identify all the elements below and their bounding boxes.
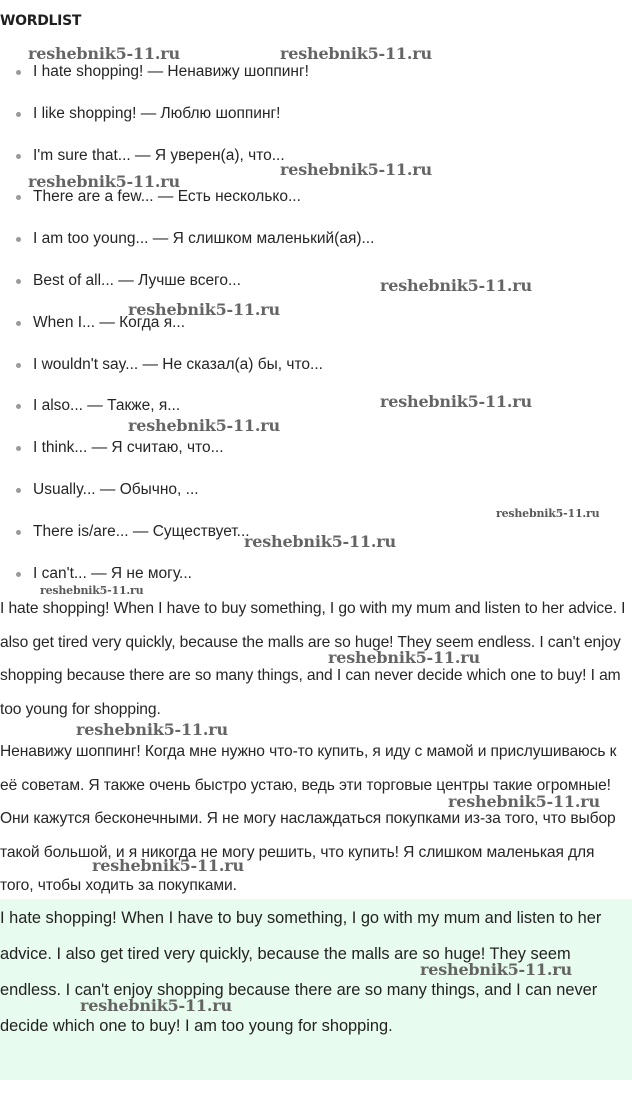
watermark: reshebnik5-11.ru [380,276,532,295]
wordlist-item [0,346,632,388]
bullet-icon [16,488,21,493]
watermark: reshebnik5-11.ru [496,507,600,520]
wordlist-item-text: Best of all... — Лучше всего... [33,271,241,289]
watermark: reshebnik5-11.ru [244,532,396,551]
wordlist-item [0,137,632,179]
bullet-icon [16,70,21,75]
bullet-icon [16,237,21,242]
russian-paragraph: Ненавижу шоппинг! Когда мне нужно что-то купить, я иду с мамой и прислушиваюсь к её советам. Я также очень быстро устаю, ведь эти торговые центры такие огромные! Они кажутся бесконечными. Я не могу наслаждаться покупками из-за того, что выбор такой большой, и я никогда не могу решить, что купить! Я слишком маленькая для того, чтобы ходить за покупками. [0,743,617,894]
wordlist-item-text: I like shopping! — Люблю шоппинг! [33,104,281,122]
wordlist [0,53,632,596]
bullet-icon [16,321,21,326]
wordlist-heading: WORDLIST [0,13,82,29]
watermark: reshebnik5-11.ru [280,160,432,179]
watermark: reshebnik5-11.ru [380,392,532,411]
watermark: reshebnik5-11.ru [128,416,280,435]
watermark: reshebnik5-11.ru [420,960,572,979]
wordlist-item-text: There are a few... — Есть несколько... [33,188,301,206]
wordlist-item [0,220,632,262]
watermark: reshebnik5-11.ru [448,792,600,811]
wordlist-item-text: I can't... — Я не могу... [33,564,192,582]
bullet-icon [16,195,21,200]
watermark: reshebnik5-11.ru [40,584,144,597]
wordlist-item-text: I'm sure that... — Я уверен(а), что... [33,146,285,164]
bullet-icon [16,154,21,159]
watermark: reshebnik5-11.ru [76,720,228,739]
watermark: reshebnik5-11.ru [128,300,280,319]
wordlist-item [0,555,632,597]
wordlist-item [0,304,632,346]
wordlist-item-text: I am too young... — Я слишком маленький(ая)... [33,230,375,248]
watermark: reshebnik5-11.ru [328,648,480,667]
wordlist-item-text: Usually... — Обычно, ... [33,480,199,498]
answer-box [0,899,632,1080]
watermark: reshebnik5-11.ru [28,44,180,63]
english-paragraph: I hate shopping! When I have to buy something, I go with my mum and listen to her advice. I also get tired very quickly, because the malls are so huge! They seem endless. I can't enjoy shopping because there are so many things, and I can never decide which one to buy! I am too young for shopping. [0,600,626,718]
wordlist-item [0,387,632,429]
watermark: reshebnik5-11.ru [280,44,432,63]
watermark: reshebnik5-11.ru [80,996,232,1015]
wordlist-item [0,95,632,137]
bullet-icon [16,530,21,535]
watermark: reshebnik5-11.ru [92,856,244,875]
wordlist-item-text: I think... — Я считаю, что... [33,439,224,457]
wordlist-item-text: I wouldn't say... — Не сказал(а) бы, что... [33,355,323,373]
wordlist-item [0,471,632,513]
answer-paragraph: I hate shopping! When I have to buy something, I go with my mum and listen to her advice. I also get tired very quickly, because the malls are so huge! They seem endless. I can't enjoy shopping because there are so many things, and I can never decide which one to buy! I am too young for shopping. [0,909,602,1035]
bullet-icon [16,363,21,368]
bullet-icon [16,404,21,409]
wordlist-item [0,513,632,555]
wordlist-item [0,429,632,471]
wordlist-item-text: I also... — Также, я... [33,397,181,415]
bullet-icon [16,572,21,577]
bullet-icon [16,446,21,451]
wordlist-item-text: I hate shopping! — Ненавижу шоппинг! [33,63,309,80]
wordlist-item [0,53,632,95]
wordlist-item-text: There is/are... — Существует... [33,522,250,540]
bullet-icon [16,279,21,284]
wordlist-item-text: When I... — Когда я... [33,313,186,331]
watermark: reshebnik5-11.ru [28,172,180,191]
wordlist-item [0,262,632,304]
wordlist-item [0,178,632,220]
bullet-icon [16,112,21,117]
